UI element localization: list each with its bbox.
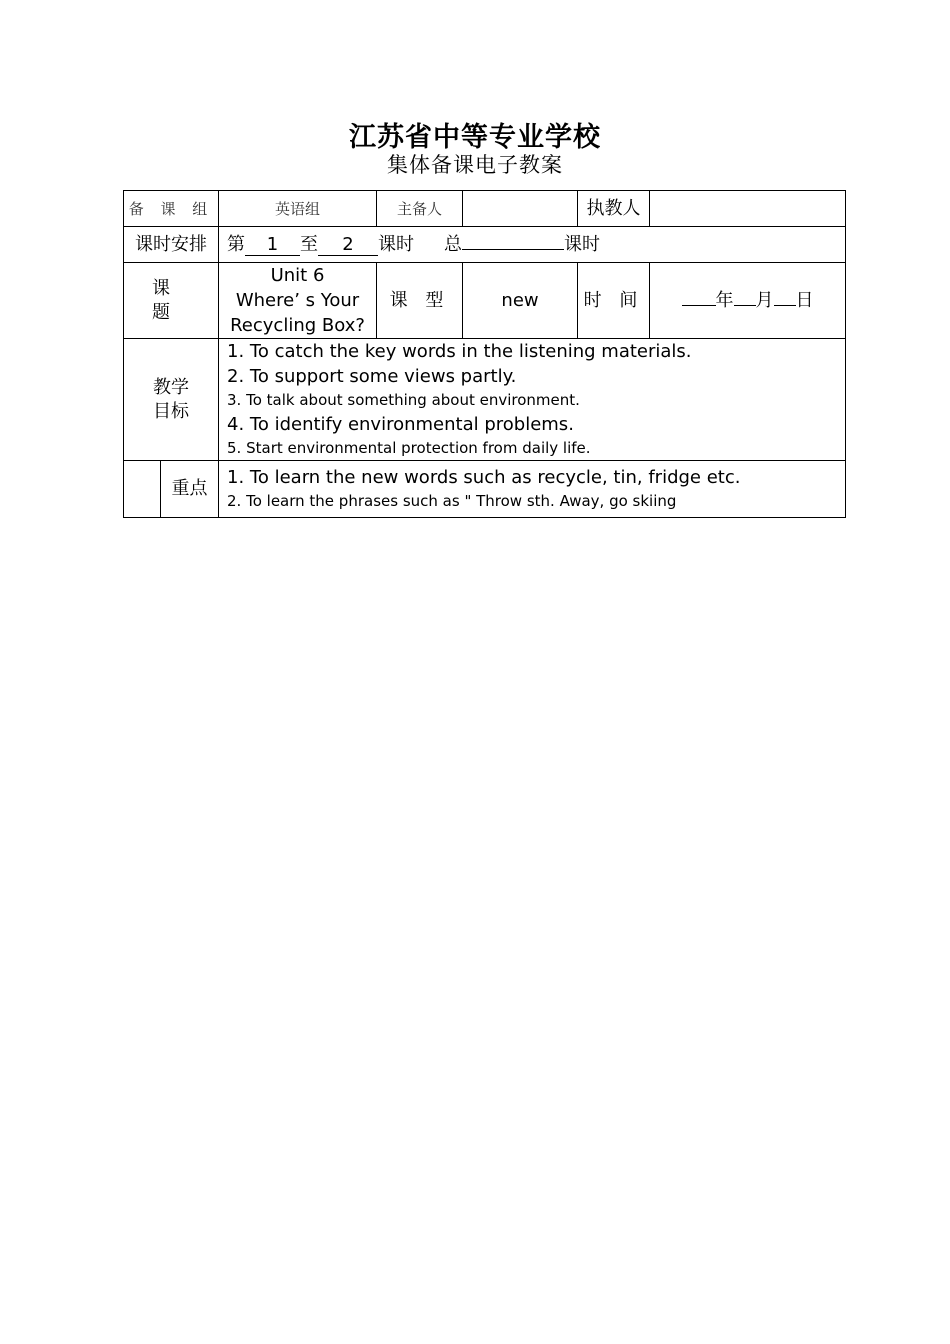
day-word: 日: [795, 289, 814, 311]
table-row-group: [124, 191, 846, 227]
schedule-prefix: 第: [227, 233, 246, 255]
month-word: 月: [755, 289, 774, 311]
schedule-to-word: 至: [300, 233, 319, 255]
schedule-total: [462, 249, 564, 250]
list-item: 3. To talk about something about environment.: [227, 391, 580, 409]
table-row-topic: [124, 263, 846, 339]
key-points-list: [219, 461, 846, 518]
list-item: 4. To identify environmental problems.: [227, 414, 574, 435]
topic-value: [219, 263, 377, 339]
table-row-objectives: [124, 339, 846, 461]
key-points-label: 重点: [161, 461, 219, 518]
type-value: new: [463, 263, 578, 339]
schedule-from: 1: [245, 235, 300, 256]
teacher-label: 执教人: [578, 191, 650, 227]
preparer-label: 主备人: [377, 191, 463, 227]
topic-label: 课 题: [124, 263, 219, 339]
group-value: 英语组: [219, 191, 377, 227]
list-item: 1. To learn the new words such as recycle, tin, fridge etc.: [227, 467, 741, 488]
page-subtitle: 集体备课电子教案: [387, 153, 563, 177]
topic-line: Where’ s Your: [235, 290, 360, 311]
time-value: [650, 263, 846, 339]
schedule-to: 2: [318, 235, 378, 256]
preparer-value: [463, 191, 578, 227]
topic-line: Recycling Box?: [230, 315, 365, 336]
schedule-total-word: 总: [444, 233, 463, 255]
schedule-unit: 课时: [378, 233, 415, 255]
page-title: 江苏省中等专业学校: [349, 122, 601, 153]
type-label: 课 型: [377, 263, 463, 339]
list-item: 5. Start environmental protection from daily life.: [227, 439, 591, 457]
table-row-key-points: [124, 461, 846, 518]
key-points-spacer: [124, 461, 161, 518]
list-item: 2. To learn the phrases such as " Throw sth. Away, go skiing: [227, 492, 677, 510]
list-item: 1. To catch the key words in the listening materials.: [227, 341, 692, 362]
schedule-value: [219, 227, 846, 263]
objectives-label: 教学 目标: [124, 339, 219, 461]
time-label: 时 间: [578, 263, 650, 339]
objectives-list: [219, 339, 846, 461]
year-word: 年: [715, 289, 734, 311]
lesson-plan-table: [123, 190, 846, 518]
table-row-schedule: [124, 227, 846, 263]
teacher-value: [650, 191, 846, 227]
group-label: 备 课 组: [124, 191, 219, 227]
list-item: 2. To support some views partly.: [227, 366, 517, 387]
schedule-label: 课时安排: [124, 227, 219, 263]
topic-line: Unit 6: [270, 265, 325, 286]
schedule-total-unit: 课时: [564, 233, 601, 255]
